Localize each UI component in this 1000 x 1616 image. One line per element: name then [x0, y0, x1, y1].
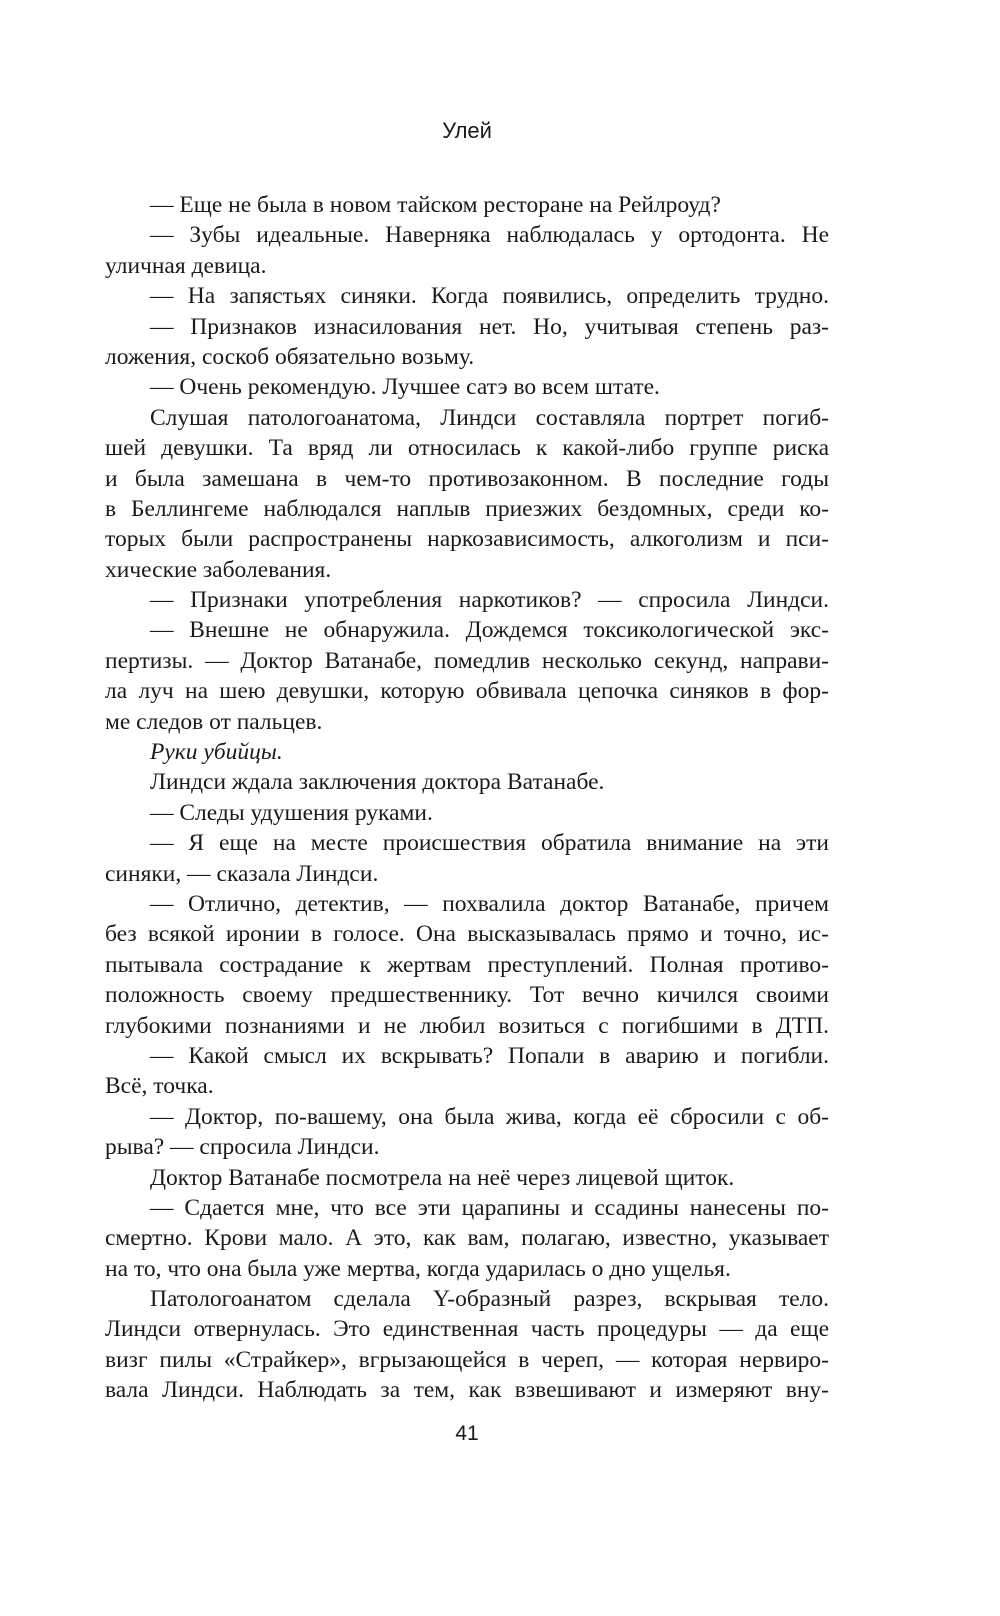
text-line: пытывала сострадание к жертвам преступлений. Полная противо- [105, 951, 829, 978]
text-line: Линдси отвернулась. Это единственная часть процедуры — да еще [105, 1316, 829, 1343]
text-line: вала Линдси. Наблюдать за тем, как взвешивают и измеряют вну- [105, 1377, 829, 1404]
text-line: Доктор Ватанабе посмотрела на неё через лицевой щиток. [150, 1164, 735, 1191]
text-line: уличная девица. [105, 252, 267, 279]
text-line: синяки, — сказала Линдси. [105, 860, 379, 887]
text-line: без всякой иронии в голосе. Она высказывалась прямо и точно, ис- [105, 921, 829, 948]
text-line: Всё, точка. [105, 1073, 214, 1100]
text-line: рыва? — спросила Линдси. [105, 1134, 380, 1161]
text-line: и была замешана в чем-то противозаконном. В последние годы [105, 465, 829, 492]
text-line: — Очень рекомендую. Лучшее сатэ во всем штате. [150, 374, 660, 401]
text-line: — Следы удушения руками. [150, 799, 433, 826]
text-line: Патологоанатом сделала Y-образный разрез, вскрывая тело. [150, 1286, 829, 1313]
text-line: ла луч на шею девушки, которую обвивала цепочка синяков в фор- [105, 678, 829, 705]
text-line: — Признаки употребления наркотиков? — спросила Линдси. [150, 587, 829, 614]
text-line: хические заболевания. [105, 556, 332, 583]
text-line: торых были распространены наркозависимость, алкоголизм и пси- [105, 526, 829, 553]
text-line: смертно. Крови мало. А это, как вам, полагаю, известно, указывает [105, 1225, 829, 1252]
running-title: Улей [442, 118, 492, 143]
text-line: — Я еще на месте происшествия обратила внимание на эти [150, 830, 829, 857]
text-line: шей девушки. Та вряд ли относилась к какой-либо группе риска [105, 435, 829, 462]
text-line: — Внешне не обнаружила. Дождемся токсикологической экс- [150, 617, 829, 644]
text-line: — Зубы идеальные. Наверняка наблюдалась у ортодонта. Не [150, 222, 829, 249]
text-line: — Признаков изнасилования нет. Но, учитывая степень раз- [150, 313, 829, 340]
text-line: ложения, соскоб обязательно возьму. [105, 343, 475, 370]
text-line: в Беллингеме наблюдался наплыв приезжих бездомных, среди ко- [105, 495, 829, 522]
text-line: — Какой смысл их вскрывать? Попали в аварию и погибли. [150, 1042, 829, 1069]
text-line: — Еще не была в новом тайском ресторане на Рейлроуд? [150, 192, 721, 218]
text-line: ме следов от пальцев. [105, 708, 323, 735]
text-line: глубокими познаниями и не любил возиться с погибшими в ДТП. [105, 1012, 829, 1039]
italic-text-line: Руки убийцы. [150, 739, 283, 766]
text-line: — Доктор, по-вашему, она была жива, когда её сбросили с об- [150, 1103, 829, 1130]
text-line: — На запястьях синяки. Когда появились, определить трудно. [150, 283, 829, 310]
body-text [105, 190, 829, 1406]
text-line: положность своему предшественнику. Тот вечно кичился своими [105, 982, 829, 1009]
text-line: Линдси ждала заключения доктора Ватанабе. [150, 769, 605, 796]
page-number: 41 [455, 1422, 479, 1445]
text-line: — Сдается мне, что все эти царапины и ссадины нанесены по- [150, 1194, 829, 1221]
text-line: на то, что она была уже мертва, когда ударилась о дно ущелья. [105, 1255, 731, 1282]
text-line: Слушая патологоанатома, Линдси составляла портрет погиб- [150, 404, 829, 431]
text-line: пертизы. — Доктор Ватанабе, помедлив несколько секунд, направи- [105, 647, 829, 674]
text-line: визг пилы «Страйкер», вгрызающейся в череп, — которая нервиро- [105, 1346, 829, 1373]
text-line: — Отлично, детектив, — похвалила доктор Ватанабе, причем [150, 890, 829, 917]
